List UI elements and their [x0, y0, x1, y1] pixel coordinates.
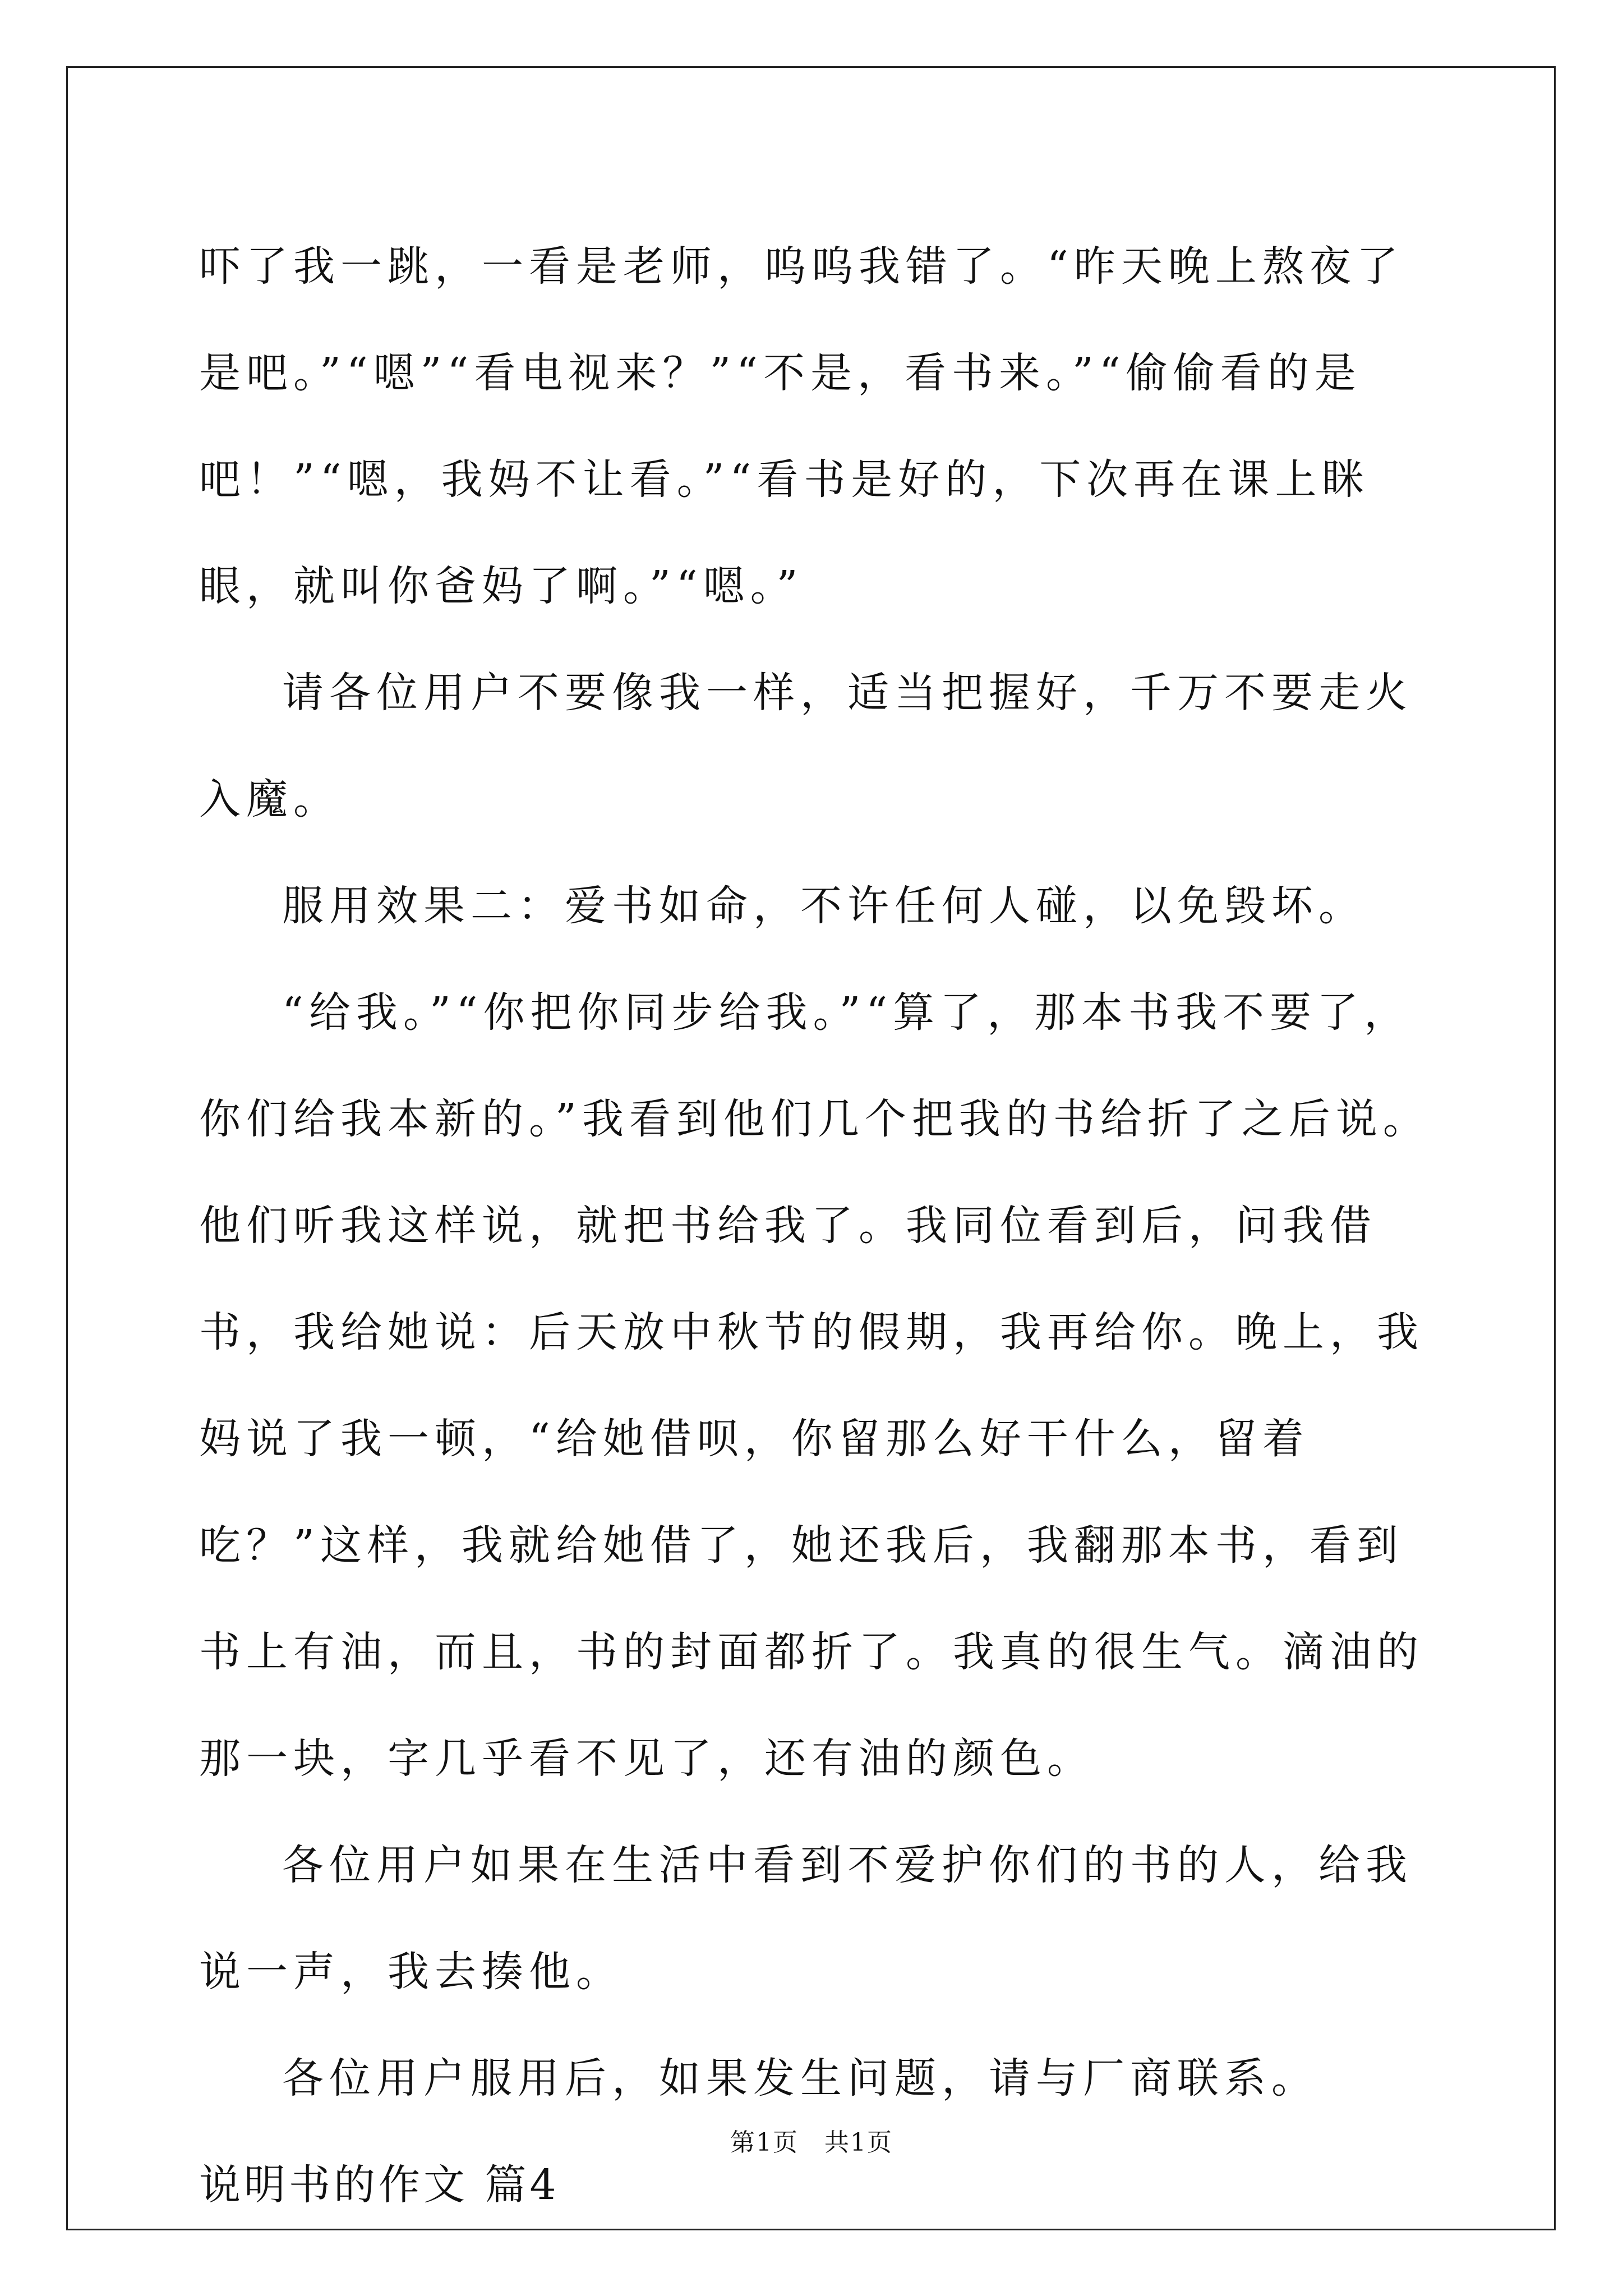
- section-heading: 说明书的作文 篇4: [199, 2161, 560, 2209]
- document-body: [199, 213, 1433, 2238]
- paragraph-4: “给我。”“你把你同步给我。”“算了，那本书我不要了，你们给我本新的。”我看到他们几个把我的书给折了之后说。他们听我这样说，就把书给我了。我同位看到后，问我借书，我给她说：后天放中秋节的假期，我再给你。晚上，我妈说了我一顿，“给她借呗，你留那么好干什么，留着吃？”这样，我就给她借了，她还我后，我翻那本书，看到书上有油，而且，书的封面都折了。我真的很生气。滴油的那一块，字几乎看不见了，还有油的颜色。: [199, 988, 1430, 1783]
- paragraph-5: 各位用户如果在生活中看到不爱护你们的书的人，给我说一声，我去揍他。: [199, 1841, 1413, 1996]
- page-footer: 第1页 共1页: [730, 2128, 893, 2157]
- paragraph-6: 各位用户服用后，如果发生问题，请与厂商联系。: [282, 2054, 1318, 2102]
- paragraph-3: 服用效果二：爱书如命，不许任何人碰，以免毁坏。: [282, 882, 1366, 930]
- paragraph-2: 请各位用户不要像我一样，适当把握好，千万不要走火入魔。: [199, 669, 1413, 823]
- paragraph-1: 吓了我一跳，一看是老师，呜呜我错了。“昨天晚上熬夜了是吧。”“嗯”“看电视来？”“不是，看书来。”“偷偷看的是吧！”“嗯，我妈不让看。”“看书是好的，下次再在课上眯眼，就叫你爸妈了啊。”“嗯。”: [199, 242, 1404, 610]
